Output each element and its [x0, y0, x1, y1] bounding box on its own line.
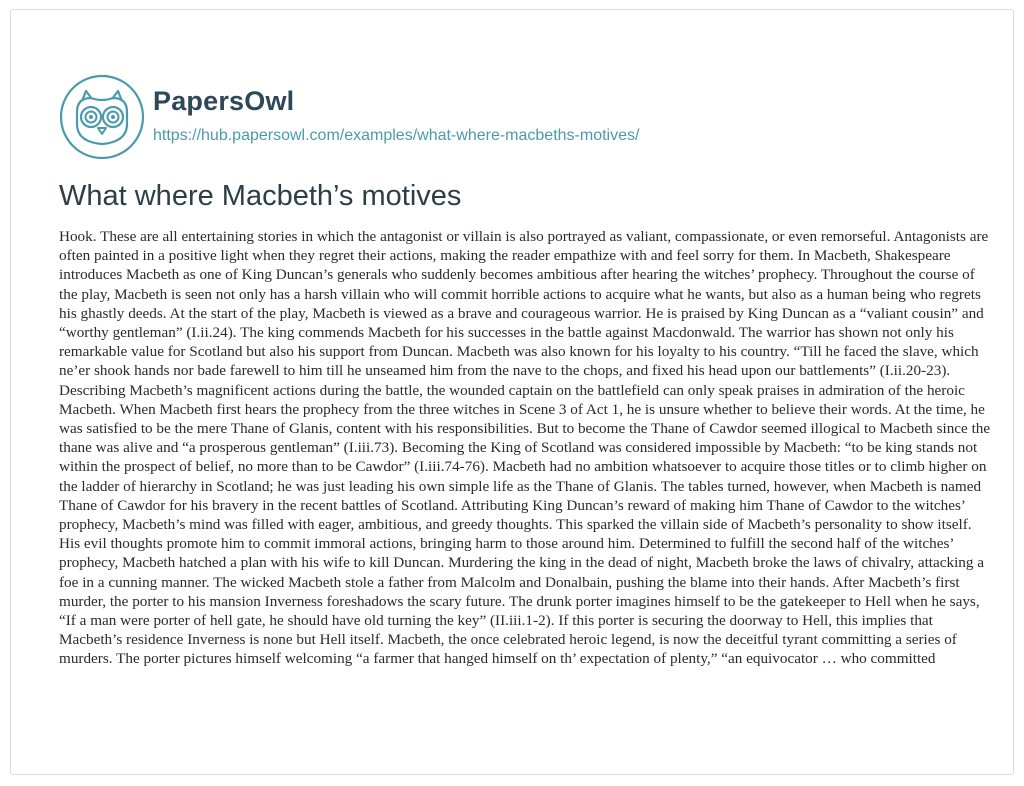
page-title: What where Macbeth’s motives — [59, 180, 462, 212]
owl-logo-icon — [57, 72, 147, 162]
site-header — [57, 72, 639, 162]
brand-block — [153, 86, 640, 145]
brand-name: PapersOwl — [153, 86, 295, 117]
essay-body: Hook. These are all entertaining stories in which the antagonist or villain is also portrayed as valiant, compassionate, or even remorseful. Antagonists are often painted in a positive light when they regret their actions, making the reader empathize with and feel sorry for them. In Macbeth, Shakespeare introduces Macbeth as one of King Duncan’s generals who suddenly becomes ambitious after hearing the witches’ prophecy. Throughout the course of the play, Macbeth is seen not only has a harsh villain who will commit horrible actions to acquire what he wants, but also as a human being who regrets his ghastly deeds. At the start of the play, Macbeth is viewed as a brave and courageous warrior. He is praised by King Duncan as a “valiant cousin” and “worthy gentleman” (I.ii.24). The king commends Macbeth for his successes in the battle against Macdonwald. The warrior has shown not only his remarkable value for Scotland but also his support from Duncan. Macbeth was also known for his loyalty to his country. “Till he faced the slave, which ne’er shook hands nor bade farewell to him till he unseamed him from the nave to the chops, and fixed his head upon our battlements” (I.ii.20-23). Describing Macbeth’s magnificent actions during the battle, the wounded captain on the battlefield can only speak praises in admiration of the heroic Macbeth. When Macbeth first hears the prophecy from the three witches in Scene 3 of Act 1, he is unsure whether to believe their words. At the time, he was satisfied to be the mere Thane of Glanis, content with his responsibilities. But to become the Thane of Cawdor seemed illogical to Macbeth since the thane was alive and “a prosperous gentleman” (I.iii.73). Becoming the King of Scotland was considered impossible by Macbeth: “to be king stands not within the prospect of belief, no more than to be Cawdor” (I.iii.74-76). Macbeth had no ambition whatsoever to acquire those titles or to climb higher on the ladder of hierarchy in Scotland; he was just leading his own simple life as the Thane of Glanis. The tables turned, however, when Macbeth is named Thane of Cawdor for his bravery in the recent battles of Scotland. Attributing King Duncan’s reward of making him Thane of Cawdor to the witches’ prophecy, Macbeth’s mind was filled with eager, ambitious, and greedy thoughts. This sparked the villain side of Macbeth’s personality to show itself. His evil thoughts promote him to commit immoral actions, bringing harm to those around him. Determined to fulfill the second half of the witches’ prophecy, Macbeth hatched a plan with his wife to kill Duncan. Murdering the king in the dead of night, Macbeth broke the laws of chivalry, attacking a foe in a cunning manner. The wicked Macbeth stole a father from Malcolm and Donalbain, pushing the blame into their hands. After Macbeth’s first murder, the porter to his mansion Inverness foreshadows the scary future. The drunk porter imagines himself to be the gatekeeper to Hell when he says, “If a man were porter of hell gate, he should have old turning the key” (II.iii.1-2). If this porter is securing the doorway to Hell, this implies that Macbeth’s residence Inverness is none but Hell itself. Macbeth, the once celebrated heroic legend, is now the deceitful tyrant committing a series of murders. The porter pictures himself welcoming “a farmer that hanged himself on th’ expectation of plenty,” “an equivocator … who committed — [59, 228, 991, 668]
document-card — [10, 9, 1014, 775]
source-url-link[interactable]: https://hub.papersowl.com/examples/what-where-macbeths-motives/ — [153, 126, 640, 144]
